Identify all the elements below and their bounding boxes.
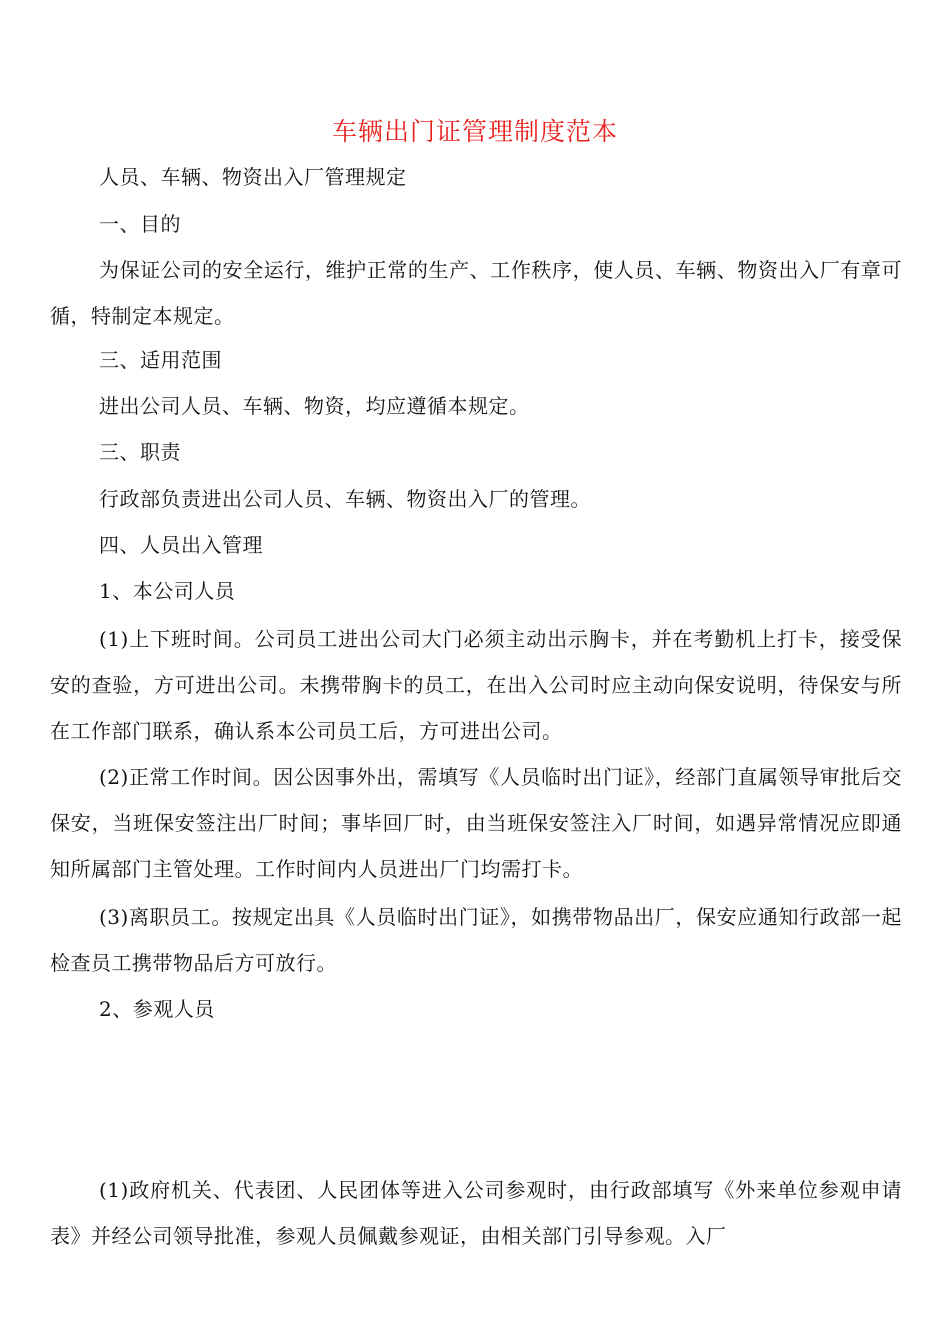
paragraph-item-1: (1)上下班时间。公司员工进出公司大门必须主动出示胸卡，并在考勤机上打卡，接受保安的查验，方可进出公司。未携带胸卡的员工，在出入公司时应主动向保安说明，待保安与所在工作部门联系，确认系本公司员工后，方可进出公司。 <box>50 627 902 743</box>
paragraph-item-2: (2)正常工作时间。因公因事外出，需填写《人员临时出门证》，经部门直属领导审批后交保安，当班保安签注出厂时间；事毕回厂时，由当班保安签注入厂时间，如遇异常情况应即通知所属部门主管处理。工作时间内人员进出厂门均需打卡。 <box>50 765 902 881</box>
document-title: 车辆出门证管理制度范本 <box>331 117 618 146</box>
paragraph-purpose: 为保证公司的安全运行，维护正常的生产、工作秩序，使人员、车辆、物资出入厂有章可循，特制定本规定。 <box>50 258 902 328</box>
paragraph-duties: 行政部负责进出公司人员、车辆、物资出入厂的管理。 <box>99 487 591 511</box>
heading-personnel: 四、人员出入管理 <box>99 533 263 557</box>
heading-visitors: 2、参观人员 <box>99 997 215 1021</box>
paragraph-scope: 进出公司人员、车辆、物资，均应遵循本规定。 <box>99 394 530 418</box>
heading-duties: 三、职责 <box>99 440 181 464</box>
heading-company-staff: 1、本公司人员 <box>99 579 236 603</box>
heading-purpose: 一、目的 <box>99 212 181 236</box>
paragraph-item-3: (3)离职员工。按规定出具《人员临时出门证》，如携带物品出厂，保安应通知行政部一起检查员工携带物品后方可放行。 <box>50 905 902 975</box>
paragraph-visitors-1: (1)政府机关、代表团、人民团体等进入公司参观时，由行政部填写《外来单位参观申请表》并经公司领导批准，参观人员佩戴参观证，由相关部门引导参观。入厂 <box>50 1178 902 1248</box>
heading-scope: 三、适用范围 <box>99 348 222 372</box>
paragraph-subtitle: 人员、车辆、物资出入厂管理规定 <box>99 165 407 189</box>
